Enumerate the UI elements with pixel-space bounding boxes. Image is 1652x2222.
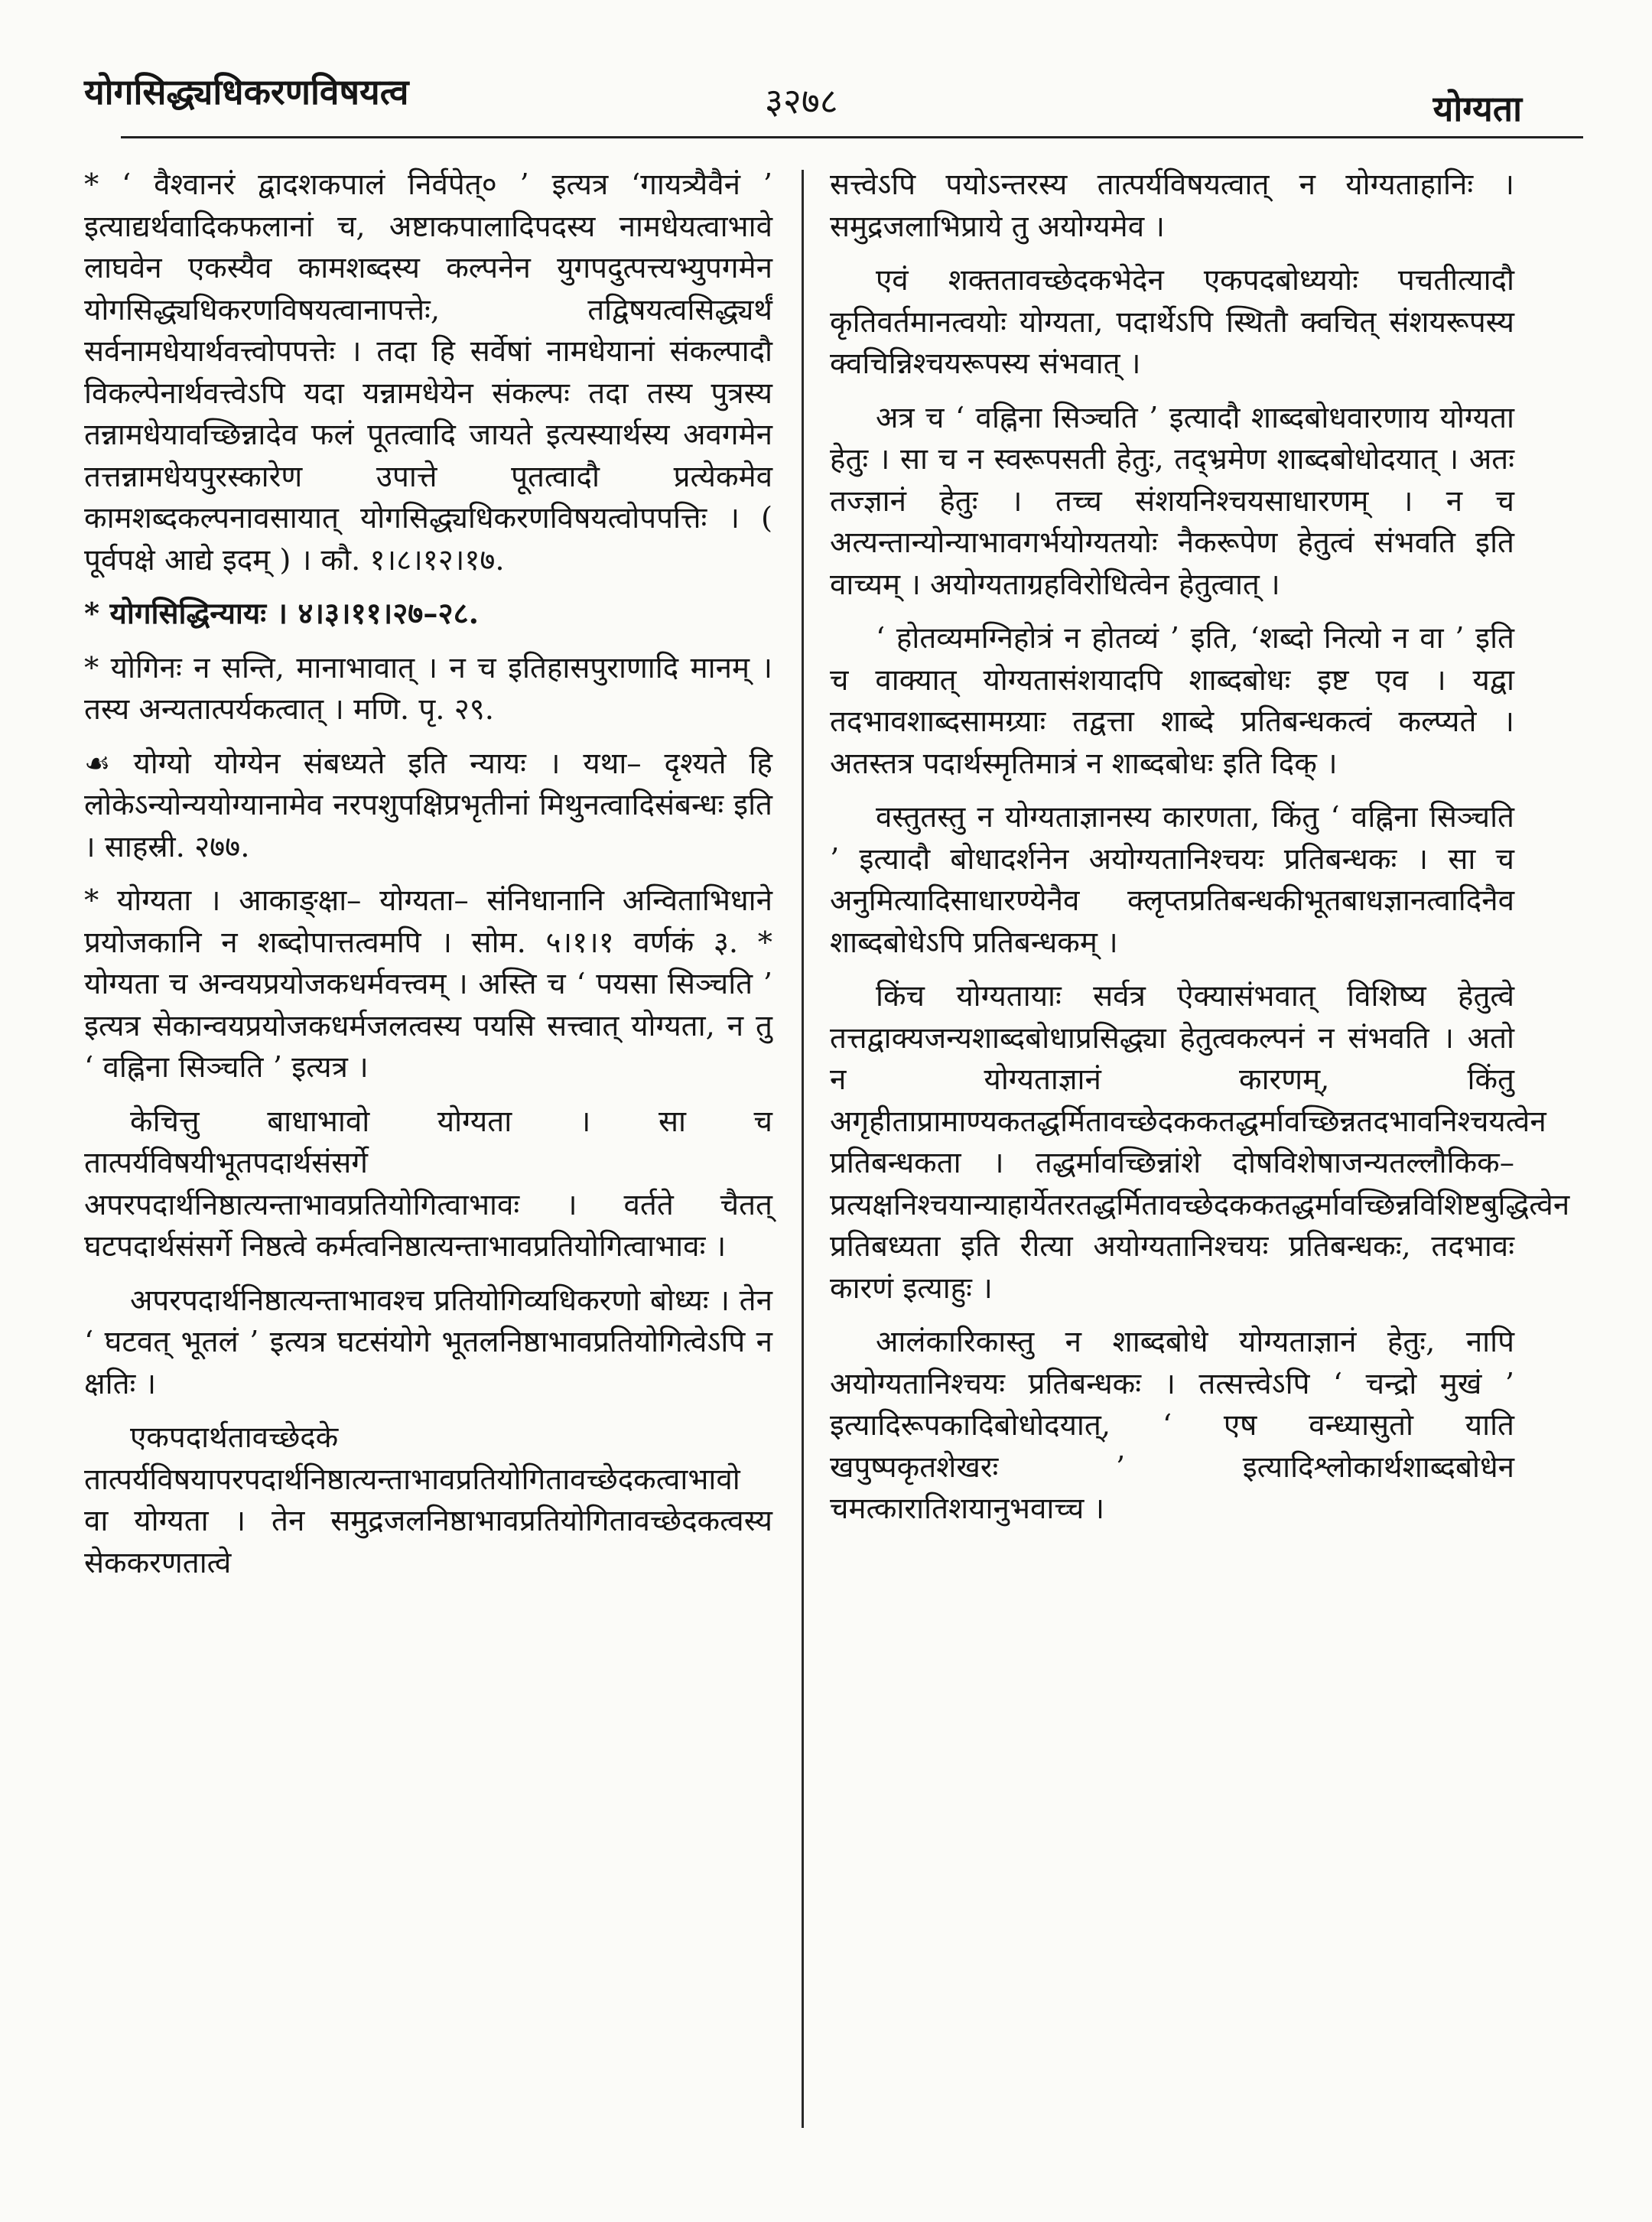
entry-yogasiddhi-nyaya: * योगसिद्धिन्यायः । ४।३।११।२७–२८. (84, 597, 479, 631)
paragraph-kechit: केचित्तु बाधाभावो योग्यता । सा च तात्पर्यविषयीभूतपदार्थसंसर्गे अपरपदार्थनिष्ठात्यन्ताभावप्रतियोगित्वाभावः । वर्तते चैतत् घटपदार्थसंसर्गे निष्ठत्वे कर्मत्वनिष्ठात्यन्ताभावप्रतियोगित्वाभावः । (84, 1104, 772, 1264)
paragraph-aparapadartha: अपरपदार्थनिष्ठात्यन्ताभावश्च प्रतियोगिव्यधिकरणो बोध्यः । तेन ‘ घटवत् भूतलं ’ इत्यत्र घटसंयोगे भूतलनिष्ठाभावप्रतियोगित्वेऽपि न क्षतिः । (84, 1283, 772, 1401)
column-divider (802, 170, 804, 2128)
paragraph-kimcha: किंच योग्यतायाः सर्वत्र ऐक्यासंभवात् विशिष्य हेतुत्वे तत्तद्वाक्यजन्यशाब्दबोधाप्रसिद्ध्या हेतुत्वकल्पनं न संभवति । अतो न योग्यताज्ञानं कारणम्, किंतु अगृहीताप्रामाण्यकतद्धर्मितावच्छेदककतद्धर्मावच्छिन्नतदभावनिश्चयत्वेन प्रतिबन्धकता । तद्धर्मावच्छिन्नांशे दोषविशेषाजन्यतल्लौकिक– प्रत्यक्षनिश्चयान्याहार्येतरतद्धर्मितावच्छेदककतद्धर्मावच्छिन्नविशिष्टबुद्धित्वेन प्रतिबध्यता इति रीत्या अयोग्यतानिश्चयः प्रतिबन्धकः, तदभावः कारणं इत्याहुः । (830, 979, 1570, 1306)
entry-yogyata: * योग्यता । आकाङ्क्षा– योग्यता– संनिधानानि अन्विताभिधाने प्रयोजकानि न शब्दोपात्तत्वमपि । सोम. ५।१।१ वर्णकं ३. * योग्यता च अन्वयप्रयोजकधर्मवत्त्वम् । अस्ति च ‘ पयसा सिञ्चति ’ इत्यत्र सेकान्वयप्रयोजकधर्मजलत्वस्य पयसि सत्त्वात् योग्यता, न तु ‘ वह्निना सिञ्चति ’ इत्यत्र । (84, 883, 772, 1085)
paragraph-ekapadartha: एकपदार्थतावच्छेदके तात्पर्यविषयापरपदार्थनिष्ठात्यन्ताभावप्रतियोगितावच्छेदकत्वाभावो वा योग्यता । तेन समुद्रजलनिष्ठाभावप्रतियोगितावच्छेदकत्वस्य सेककरणतात्वे (84, 1420, 772, 1580)
running-head-left: योगसिद्ध्यधिकरणविषयत्व (84, 71, 409, 112)
right-column (830, 164, 1570, 1531)
header-rule (121, 136, 1583, 138)
entry-vaishvanara: * ‘ वैश्वानरं द्वादशकपालं निर्वपेत्० ’ इत्यत्र ‘गायत्र्यैवैनं ’ इत्याद्यर्थवादिकफलानां च, अष्टाकपालादिपदस्य नामधेयत्वाभावे लाघवेन एकस्यैव कामशब्दस्य कल्पनेन युगपदुत्पत्त्यभ्युपगमेन योगसिद्ध्यधिकरणविषयत्वानापत्तेः, तद्विषयत्वसिद्ध्यर्थं सर्वनामधेयार्थवत्त्वोपपत्तेः । तदा हि सर्वेषां नामधेयानां संकल्पादौ विकल्पेनार्थवत्त्वेऽपि यदा यन्नामधेयेन संकल्पः तदा तस्य पुत्रस्य तन्नामधेयावच्छिन्नादेव फलं पूतत्वादि जायते इत्यस्यार्थस्य अवगमेन तत्तन्नामधेयपुरस्कारेण उपात्ते पूतत्वादौ प्रत्येकमेव कामशब्दकल्पनावसायात् योगसिद्ध्यधिकरणविषयत्वोपपत्तिः । ( पूर्वपक्षे आद्ये इदम् ) । कौ. १।८।१२।१७. (84, 168, 772, 577)
paragraph-sattve: सत्त्वेऽपि पयोऽन्तरस्य तात्पर्यविषयत्वात् न योग्यताहानिः । समुद्रजलाभिप्राये तु अयोग्यमेव । (830, 168, 1514, 244)
entry-yogyo-yogyena: ☙ योग्यो योग्येन संबध्यते इति न्यायः । यथा– दृश्यते हि लोकेऽन्योन्ययोग्यानामेव नरपशुपक्षिप्रभृतीनां मिथुनत्वादिसंबन्धः इति । साहस्री. २७७. (84, 746, 772, 864)
paragraph-vastutah: वस्तुतस्तु न योग्यताज्ञानस्य कारणता, किंतु ‘ वह्निना सिञ्चति ’ इत्यादौ बोधादर्शनेन अयोग्यतानिश्चयः प्रतिबन्धकः । सा च अनुमित्यादिसाधारण्येनैव क्लृप्तप्रतिबन्धकीभूतबाधज्ञानत्वादिनैव शाब्दबोधेऽपि प्रतिबन्धकम् । (830, 800, 1514, 960)
paragraph-hotavyam: ‘ होतव्यमग्निहोत्रं न होतव्यं ’ इति, ‘शब्दो नित्यो न वा ’ इति च वाक्यात् योग्यतासंशयादपि शाब्दबोधः इष्ट एव । यद्वा तदभावशाब्दसामग्र्याः तद्वत्ता शाब्दे प्रतिबन्धकत्वं कल्प्यते । अतस्तत्र पदार्थस्मृतिमात्रं न शाब्दबोधः इति दिक् । (830, 621, 1514, 781)
left-column (84, 164, 772, 1584)
paragraph-alankarika: आलंकारिकास्तु न शाब्दबोधे योग्यताज्ञानं हेतुः, नापि अयोग्यतानिश्चयः प्रतिबन्धकः । तत्सत्त्वेऽपि ‘ चन्द्रो मुखं ’ इत्यादिरूपकादिबोधोदयात्, ‘ एष वन्ध्यासुतो याति खपुष्पकृतशेखरः ’ इत्यादिश्लोकार्थशाब्दबोधेन चमत्कारातिशयानुभवाच्च । (830, 1325, 1514, 1526)
paragraph-atra: अत्र च ‘ वह्निना सिञ्चति ’ इत्यादौ शाब्दबोधवारणाय योग्यता हेतुः । सा च न स्वरूपसती हेतुः, तद्भ्रमेण शाब्दबोधोदयात् । अतः तज्ज्ञानं हेतुः । तच्च संशयनिश्चयसाधारणम् । न च अत्यन्तान्योन्याभावगर्भयोग्यतयोः नैकरूपेण हेतुत्वं संभवति इति वाच्यम् । अयोग्यताग्रहविरोधित्वेन हेतुत्वात् । (830, 400, 1514, 602)
page-number: ३२७८ (765, 80, 838, 122)
running-head-right: योग्यता (1432, 88, 1522, 129)
entry-yoginah: * योगिनः न सन्ति, मानाभावात् । न च इतिहासपुराणादि मानम् । तस्य अन्यतात्पर्यकत्वात् । मणि. पृ. २९. (84, 650, 772, 727)
paragraph-evam: एवं शक्ततावच्छेदकभेदेन एकपदबोध्ययोः पचतीत्यादौ कृतिवर्तमानत्वयोः योग्यता, पदार्थेऽपि स्थितौ क्वचित् संशयरूपस्य क्वचिन्निश्चयरूपस्य संभवात् । (830, 263, 1514, 381)
page-header (0, 0, 1652, 153)
